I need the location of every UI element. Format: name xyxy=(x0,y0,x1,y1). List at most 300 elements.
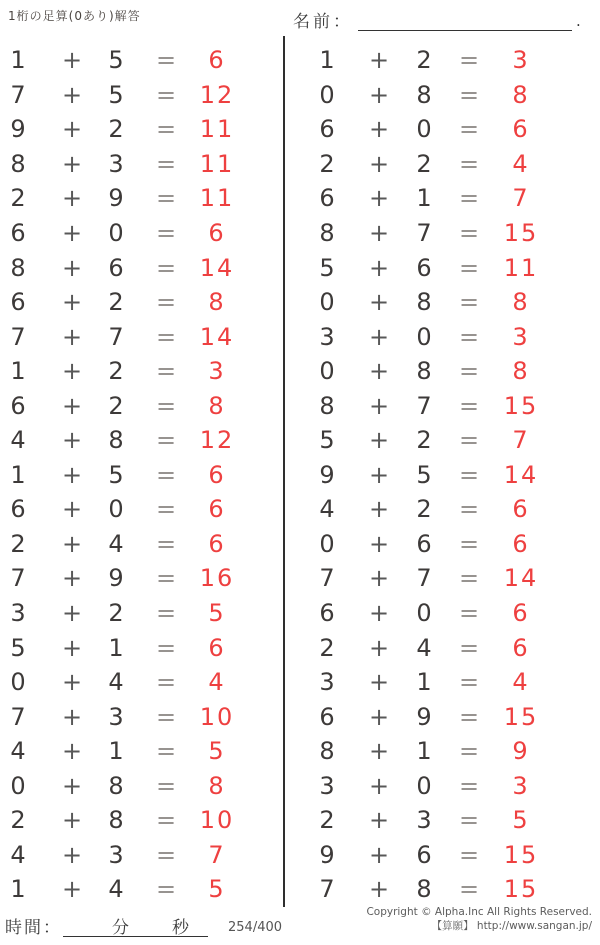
operand2-value: 1 xyxy=(416,737,434,766)
operand1-value: 8 xyxy=(319,737,337,766)
operand2-value: 6 xyxy=(416,840,434,869)
answer-value: 5 xyxy=(208,599,226,628)
operand1-value: 4 xyxy=(10,840,28,869)
copyright-line2: 【算願】 http://www.sangan.jp/ xyxy=(431,919,592,932)
problem-row xyxy=(0,388,283,423)
problem-row xyxy=(283,872,600,907)
problem-row xyxy=(0,112,283,147)
operand2-value: 3 xyxy=(108,149,126,178)
operand1-value: 0 xyxy=(10,771,28,800)
plus-sign-icon: + xyxy=(61,426,85,455)
problem-row xyxy=(283,354,600,389)
operand1-value: 7 xyxy=(10,80,28,109)
answer-value: 3 xyxy=(208,357,226,386)
problem-row xyxy=(283,112,600,147)
plus-sign-icon: + xyxy=(368,702,392,731)
plus-sign-icon: + xyxy=(61,633,85,662)
problem-row xyxy=(0,250,283,285)
equals-sign-icon: = xyxy=(458,599,482,628)
operand1-value: 1 xyxy=(319,46,337,75)
equals-sign-icon: = xyxy=(155,564,179,593)
answer-value: 6 xyxy=(512,495,530,524)
plus-sign-icon: + xyxy=(368,529,392,558)
equals-sign-icon: = xyxy=(458,426,482,455)
problem-row xyxy=(0,768,283,803)
operand2-value: 0 xyxy=(416,771,434,800)
answer-value: 3 xyxy=(512,46,530,75)
operand2-value: 8 xyxy=(416,288,434,317)
answer-value: 6 xyxy=(208,633,226,662)
plus-sign-icon: + xyxy=(61,737,85,766)
equals-sign-icon: = xyxy=(458,322,482,351)
operand2-value: 0 xyxy=(416,322,434,351)
plus-sign-icon: + xyxy=(61,391,85,420)
answer-value: 8 xyxy=(208,771,226,800)
problem-row xyxy=(0,803,283,838)
equals-sign-icon: = xyxy=(458,633,482,662)
plus-sign-icon: + xyxy=(61,875,85,904)
plus-sign-icon: + xyxy=(61,599,85,628)
plus-sign-icon: + xyxy=(368,391,392,420)
answer-value: 10 xyxy=(199,806,235,835)
equals-sign-icon: = xyxy=(155,875,179,904)
operand1-value: 8 xyxy=(319,219,337,247)
operand2-value: 9 xyxy=(108,564,126,593)
operand1-value: 8 xyxy=(10,253,28,282)
answer-value: 6 xyxy=(512,633,530,662)
plus-sign-icon: + xyxy=(61,771,85,800)
problem-row xyxy=(283,803,600,838)
problem-row xyxy=(0,699,283,734)
problem-row xyxy=(283,43,600,78)
equals-sign-icon: = xyxy=(458,840,482,869)
operand2-value: 8 xyxy=(108,806,126,835)
operand2-value: 0 xyxy=(416,115,434,144)
problem-row xyxy=(0,596,283,631)
plus-sign-icon: + xyxy=(368,115,392,144)
equals-sign-icon: = xyxy=(458,219,482,247)
equals-sign-icon: = xyxy=(155,633,179,662)
answer-value: 14 xyxy=(503,564,539,593)
problem-row xyxy=(0,181,283,216)
operand1-value: 0 xyxy=(10,668,28,697)
operand2-value: 7 xyxy=(416,391,434,420)
operand1-value: 1 xyxy=(10,460,28,489)
operand1-value: 8 xyxy=(10,149,28,178)
problem-row xyxy=(283,147,600,182)
operand2-value: 4 xyxy=(108,875,126,904)
operand1-value: 5 xyxy=(10,633,28,662)
operand1-value: 6 xyxy=(10,391,28,420)
equals-sign-icon: = xyxy=(155,668,179,697)
operand2-value: 1 xyxy=(416,668,434,697)
operand2-value: 2 xyxy=(416,495,434,524)
equals-sign-icon: = xyxy=(155,357,179,386)
operand2-value: 2 xyxy=(108,115,126,144)
answer-value: 6 xyxy=(208,219,226,247)
equals-sign-icon: = xyxy=(155,288,179,317)
answer-value: 15 xyxy=(503,702,539,731)
operand2-value: 5 xyxy=(108,46,126,75)
plus-sign-icon: + xyxy=(368,46,392,75)
worksheet-title: 1桁の足算(0あり)解答 xyxy=(8,9,141,23)
answer-value: 6 xyxy=(512,529,530,558)
time-label: 時間： xyxy=(5,918,62,938)
problem-row xyxy=(283,699,600,734)
answer-value: 11 xyxy=(199,149,235,178)
answer-value: 14 xyxy=(199,322,235,351)
operand1-value: 6 xyxy=(10,288,28,317)
operand2-value: 9 xyxy=(416,702,434,731)
answer-value: 6 xyxy=(208,495,226,524)
equals-sign-icon: = xyxy=(458,46,482,75)
answer-value: 14 xyxy=(199,253,235,282)
operand1-value: 5 xyxy=(319,426,337,455)
problems-column-left xyxy=(0,43,283,907)
operand2-value: 8 xyxy=(108,426,126,455)
equals-sign-icon: = xyxy=(155,840,179,869)
equals-sign-icon: = xyxy=(458,495,482,524)
answer-value: 14 xyxy=(503,460,539,489)
operand1-value: 2 xyxy=(319,633,337,662)
problem-row xyxy=(0,630,283,665)
answer-value: 6 xyxy=(208,460,226,489)
plus-sign-icon: + xyxy=(368,219,392,247)
equals-sign-icon: = xyxy=(155,495,179,524)
problem-row xyxy=(0,665,283,700)
equals-sign-icon: = xyxy=(155,599,179,628)
plus-sign-icon: + xyxy=(368,80,392,109)
equals-sign-icon: = xyxy=(155,149,179,178)
answer-value: 8 xyxy=(512,357,530,386)
operand2-value: 6 xyxy=(416,529,434,558)
answer-value: 5 xyxy=(208,737,226,766)
plus-sign-icon: + xyxy=(368,564,392,593)
copyright-line1: Copyright © Alpha.Inc All Rights Reserved. xyxy=(366,906,592,918)
plus-sign-icon: + xyxy=(61,840,85,869)
equals-sign-icon: = xyxy=(155,426,179,455)
operand1-value: 3 xyxy=(10,599,28,628)
operand1-value: 0 xyxy=(319,80,337,109)
equals-sign-icon: = xyxy=(155,529,179,558)
operand1-value: 0 xyxy=(319,529,337,558)
operand1-value: 9 xyxy=(319,460,337,489)
operand1-value: 5 xyxy=(319,253,337,282)
operand2-value: 9 xyxy=(108,184,126,213)
equals-sign-icon: = xyxy=(155,702,179,731)
operand2-value: 4 xyxy=(108,529,126,558)
problem-row xyxy=(283,285,600,320)
problems-column-right xyxy=(283,43,600,907)
problem-row xyxy=(283,838,600,873)
operand2-value: 5 xyxy=(108,80,126,109)
problem-row xyxy=(0,43,283,78)
problem-row xyxy=(283,181,600,216)
answer-value: 7 xyxy=(512,426,530,455)
plus-sign-icon: + xyxy=(368,737,392,766)
operand1-value: 6 xyxy=(319,599,337,628)
equals-sign-icon: = xyxy=(458,875,482,904)
operand2-value: 7 xyxy=(416,219,434,247)
operand2-value: 2 xyxy=(416,426,434,455)
answer-value: 16 xyxy=(199,564,235,593)
plus-sign-icon: + xyxy=(61,253,85,282)
plus-sign-icon: + xyxy=(368,357,392,386)
operand2-value: 4 xyxy=(416,633,434,662)
answer-value: 9 xyxy=(512,737,530,766)
problem-row xyxy=(283,527,600,562)
copyright xyxy=(366,906,592,933)
name-field-underline xyxy=(358,10,572,31)
problem-row xyxy=(0,319,283,354)
operand1-value: 2 xyxy=(10,184,28,213)
answer-value: 12 xyxy=(199,426,235,455)
operand2-value: 0 xyxy=(108,219,126,247)
operand1-value: 6 xyxy=(319,702,337,731)
problem-row xyxy=(0,838,283,873)
plus-sign-icon: + xyxy=(61,149,85,178)
plus-sign-icon: + xyxy=(368,840,392,869)
plus-sign-icon: + xyxy=(368,771,392,800)
equals-sign-icon: = xyxy=(155,80,179,109)
problem-row xyxy=(0,527,283,562)
answer-value: 6 xyxy=(208,46,226,75)
equals-sign-icon: = xyxy=(155,771,179,800)
operand1-value: 7 xyxy=(10,564,28,593)
minutes-label: 分 xyxy=(112,918,129,938)
plus-sign-icon: + xyxy=(61,80,85,109)
equals-sign-icon: = xyxy=(155,737,179,766)
operand2-value: 8 xyxy=(416,80,434,109)
equals-sign-icon: = xyxy=(458,80,482,109)
operand1-value: 7 xyxy=(10,322,28,351)
equals-sign-icon: = xyxy=(458,460,482,489)
answer-value: 15 xyxy=(503,840,539,869)
answer-value: 5 xyxy=(512,806,530,835)
equals-sign-icon: = xyxy=(458,737,482,766)
plus-sign-icon: + xyxy=(61,806,85,835)
operand1-value: 1 xyxy=(10,357,28,386)
operand1-value: 1 xyxy=(10,875,28,904)
plus-sign-icon: + xyxy=(368,288,392,317)
problem-row xyxy=(283,561,600,596)
answer-value: 15 xyxy=(503,391,539,420)
operand1-value: 7 xyxy=(319,564,337,593)
plus-sign-icon: + xyxy=(368,633,392,662)
plus-sign-icon: + xyxy=(61,495,85,524)
problem-row xyxy=(283,596,600,631)
answer-value: 6 xyxy=(208,529,226,558)
equals-sign-icon: = xyxy=(458,668,482,697)
operand1-value: 1 xyxy=(10,46,28,75)
operand1-value: 3 xyxy=(319,322,337,351)
plus-sign-icon: + xyxy=(61,460,85,489)
operand1-value: 7 xyxy=(10,702,28,731)
operand2-value: 1 xyxy=(416,184,434,213)
plus-sign-icon: + xyxy=(61,115,85,144)
plus-sign-icon: + xyxy=(61,288,85,317)
equals-sign-icon: = xyxy=(155,460,179,489)
operand2-value: 5 xyxy=(416,460,434,489)
problem-row xyxy=(283,319,600,354)
equals-sign-icon: = xyxy=(155,219,179,247)
answer-value: 15 xyxy=(503,219,539,247)
problem-row xyxy=(0,354,283,389)
operand2-value: 2 xyxy=(416,46,434,75)
problem-row xyxy=(283,458,600,493)
problem-row xyxy=(283,492,600,527)
answer-value: 8 xyxy=(512,288,530,317)
operand1-value: 2 xyxy=(319,149,337,178)
answer-value: 4 xyxy=(208,668,226,697)
plus-sign-icon: + xyxy=(368,426,392,455)
operand2-value: 0 xyxy=(108,495,126,524)
plus-sign-icon: + xyxy=(368,668,392,697)
operand1-value: 6 xyxy=(319,115,337,144)
plus-sign-icon: + xyxy=(368,495,392,524)
operand2-value: 6 xyxy=(108,253,126,282)
operand1-value: 2 xyxy=(10,529,28,558)
seconds-label: 秒 xyxy=(172,918,189,938)
operand1-value: 2 xyxy=(319,806,337,835)
problem-row xyxy=(0,216,283,251)
plus-sign-icon: + xyxy=(61,668,85,697)
equals-sign-icon: = xyxy=(458,149,482,178)
operand1-value: 8 xyxy=(319,391,337,420)
problem-row xyxy=(283,423,600,458)
operand2-value: 1 xyxy=(108,737,126,766)
answer-value: 6 xyxy=(512,115,530,144)
answer-value: 7 xyxy=(512,184,530,213)
operand2-value: 3 xyxy=(108,840,126,869)
equals-sign-icon: = xyxy=(458,357,482,386)
operand2-value: 2 xyxy=(108,288,126,317)
equals-sign-icon: = xyxy=(458,806,482,835)
operand1-value: 6 xyxy=(10,495,28,524)
operand1-value: 6 xyxy=(319,184,337,213)
problem-row xyxy=(283,216,600,251)
problem-row xyxy=(0,734,283,769)
operand2-value: 4 xyxy=(108,668,126,697)
operand1-value: 4 xyxy=(319,495,337,524)
operand2-value: 3 xyxy=(416,806,434,835)
operand2-value: 7 xyxy=(416,564,434,593)
operand2-value: 1 xyxy=(108,633,126,662)
equals-sign-icon: = xyxy=(458,391,482,420)
operand1-value: 3 xyxy=(319,771,337,800)
operand2-value: 3 xyxy=(108,702,126,731)
answer-value: 3 xyxy=(512,322,530,351)
operand1-value: 4 xyxy=(10,426,28,455)
plus-sign-icon: + xyxy=(61,357,85,386)
plus-sign-icon: + xyxy=(368,322,392,351)
operand1-value: 0 xyxy=(319,357,337,386)
operand2-value: 2 xyxy=(108,391,126,420)
answer-value: 4 xyxy=(512,149,530,178)
equals-sign-icon: = xyxy=(458,288,482,317)
page-count: 254/400 xyxy=(228,920,283,935)
operand1-value: 7 xyxy=(319,875,337,904)
operand2-value: 2 xyxy=(416,149,434,178)
answer-value: 11 xyxy=(199,115,235,144)
answer-value: 11 xyxy=(199,184,235,213)
answer-value: 11 xyxy=(503,253,539,282)
operand2-value: 6 xyxy=(416,253,434,282)
problem-row xyxy=(283,768,600,803)
answer-value: 12 xyxy=(199,80,235,109)
plus-sign-icon: + xyxy=(61,702,85,731)
plus-sign-icon: + xyxy=(61,184,85,213)
equals-sign-icon: = xyxy=(458,702,482,731)
plus-sign-icon: + xyxy=(368,875,392,904)
name-label: 名前： xyxy=(293,12,353,32)
equals-sign-icon: = xyxy=(458,115,482,144)
equals-sign-icon: = xyxy=(458,529,482,558)
plus-sign-icon: + xyxy=(368,599,392,628)
operand1-value: 0 xyxy=(319,288,337,317)
equals-sign-icon: = xyxy=(155,322,179,351)
answer-value: 5 xyxy=(208,875,226,904)
plus-sign-icon: + xyxy=(61,529,85,558)
problem-row xyxy=(0,285,283,320)
problem-row xyxy=(283,250,600,285)
operand1-value: 2 xyxy=(10,806,28,835)
equals-sign-icon: = xyxy=(458,771,482,800)
answer-value: 8 xyxy=(512,80,530,109)
answer-value: 8 xyxy=(208,288,226,317)
plus-sign-icon: + xyxy=(61,219,85,247)
answer-value: 3 xyxy=(512,771,530,800)
plus-sign-icon: + xyxy=(61,564,85,593)
answer-value: 4 xyxy=(512,668,530,697)
operand2-value: 2 xyxy=(108,357,126,386)
problem-row xyxy=(283,734,600,769)
operand2-value: 8 xyxy=(108,771,126,800)
answer-value: 10 xyxy=(199,702,235,731)
problem-row xyxy=(283,665,600,700)
operand2-value: 2 xyxy=(108,599,126,628)
problem-row xyxy=(283,78,600,113)
equals-sign-icon: = xyxy=(458,564,482,593)
equals-sign-icon: = xyxy=(155,806,179,835)
problem-row xyxy=(0,147,283,182)
equals-sign-icon: = xyxy=(155,115,179,144)
problem-row xyxy=(283,630,600,665)
operand1-value: 3 xyxy=(319,668,337,697)
equals-sign-icon: = xyxy=(155,184,179,213)
operand2-value: 8 xyxy=(416,357,434,386)
plus-sign-icon: + xyxy=(61,46,85,75)
equals-sign-icon: = xyxy=(155,46,179,75)
plus-sign-icon: + xyxy=(368,806,392,835)
problem-row xyxy=(0,561,283,596)
name-line-period: . xyxy=(576,12,581,30)
plus-sign-icon: + xyxy=(61,322,85,351)
equals-sign-icon: = xyxy=(155,253,179,282)
plus-sign-icon: + xyxy=(368,149,392,178)
problem-row xyxy=(0,458,283,493)
answer-value: 6 xyxy=(512,599,530,628)
operand1-value: 9 xyxy=(319,840,337,869)
operand2-value: 7 xyxy=(108,322,126,351)
plus-sign-icon: + xyxy=(368,253,392,282)
operand1-value: 6 xyxy=(10,219,28,247)
problem-row xyxy=(0,872,283,907)
operand2-value: 5 xyxy=(108,460,126,489)
problem-row xyxy=(283,388,600,423)
plus-sign-icon: + xyxy=(368,184,392,213)
answer-value: 15 xyxy=(503,875,539,904)
